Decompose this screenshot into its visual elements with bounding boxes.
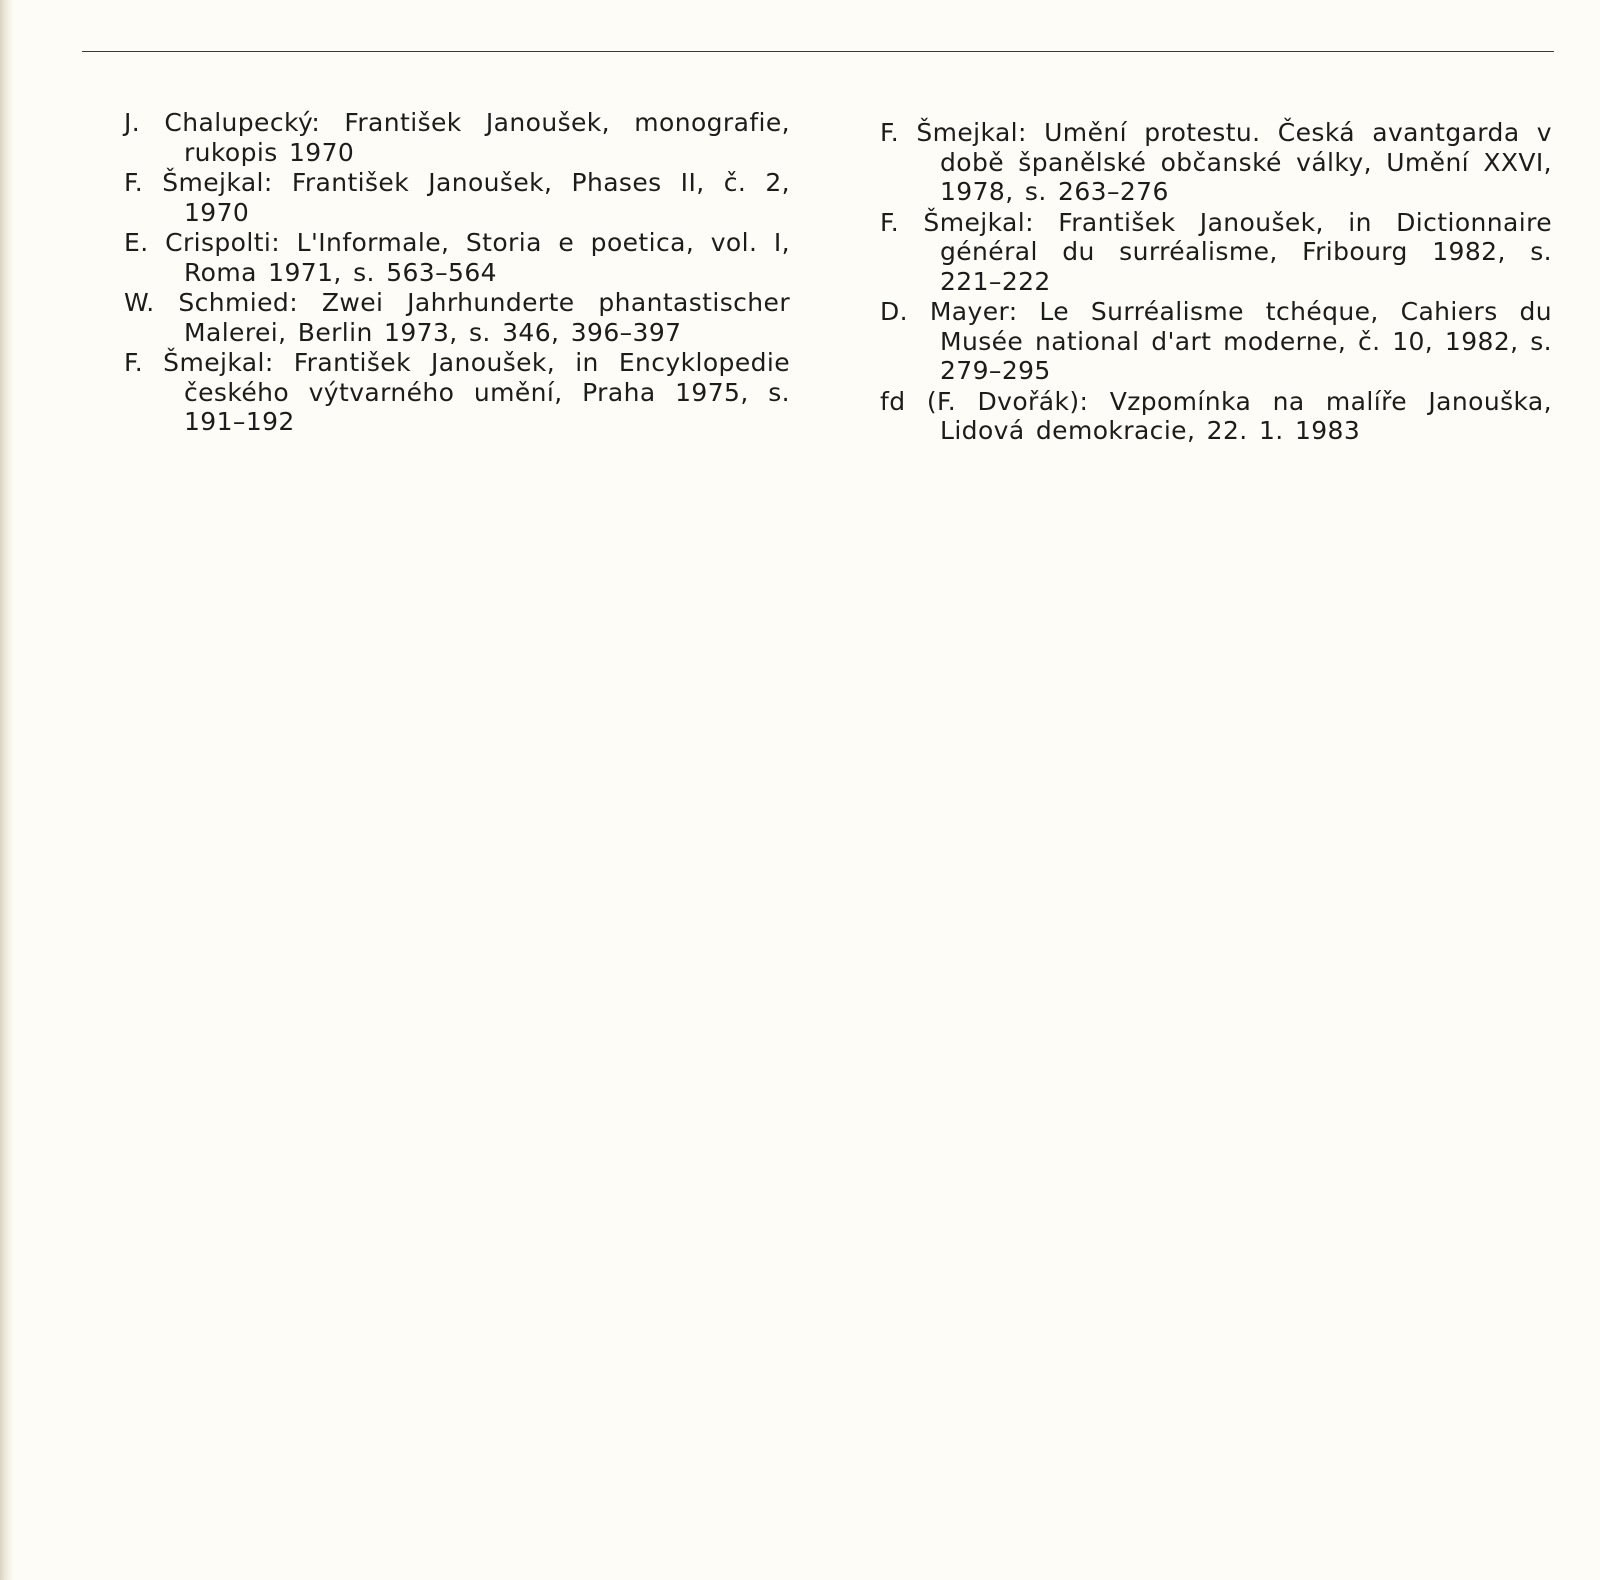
- bibliography-right-column: [880, 118, 1552, 447]
- header-rule: [82, 51, 1554, 52]
- bibliography-entry: E. Crispolti: L'Informale, Storia e poetica, vol. I, Roma 1971, s. 563–564: [124, 228, 790, 287]
- bibliography-entry: F. Šmejkal: František Janoušek, in Encyklopedie českého výtvarného umění, Praha 1975, s. 191–192: [124, 348, 790, 436]
- bibliography-entry: D. Mayer: Le Surréalisme tchéque, Cahiers du Musée national d'art moderne, č. 10, 1982, s. 279–295: [880, 297, 1552, 385]
- page-spine-shadow: [0, 0, 14, 1580]
- bibliography-entry: F. Šmejkal: František Janoušek, Phases II, č. 2, 1970: [124, 168, 790, 227]
- bibliography-entry: W. Schmied: Zwei Jahrhunderte phantastischer Malerei, Berlin 1973, s. 346, 396–397: [124, 288, 790, 347]
- bibliography-entry: J. Chalupecký: František Janoušek, monografie, rukopis 1970: [124, 108, 790, 167]
- bibliography-left-column: [124, 108, 790, 438]
- bibliography-entry: F. Šmejkal: František Janoušek, in Dictionnaire général du surréalisme, Fribourg 1982, s. 221–222: [880, 207, 1552, 296]
- bibliography-entry: F. Šmejkal: Umění protestu. Česká avantgarda v době španělské občanské války, Umění XXVI, 1978, s. 263–276: [880, 118, 1552, 206]
- bibliography-entry: fd (F. Dvořák): Vzpomínka na malíře Janouška, Lidová demokracie, 22. 1. 1983: [880, 386, 1552, 445]
